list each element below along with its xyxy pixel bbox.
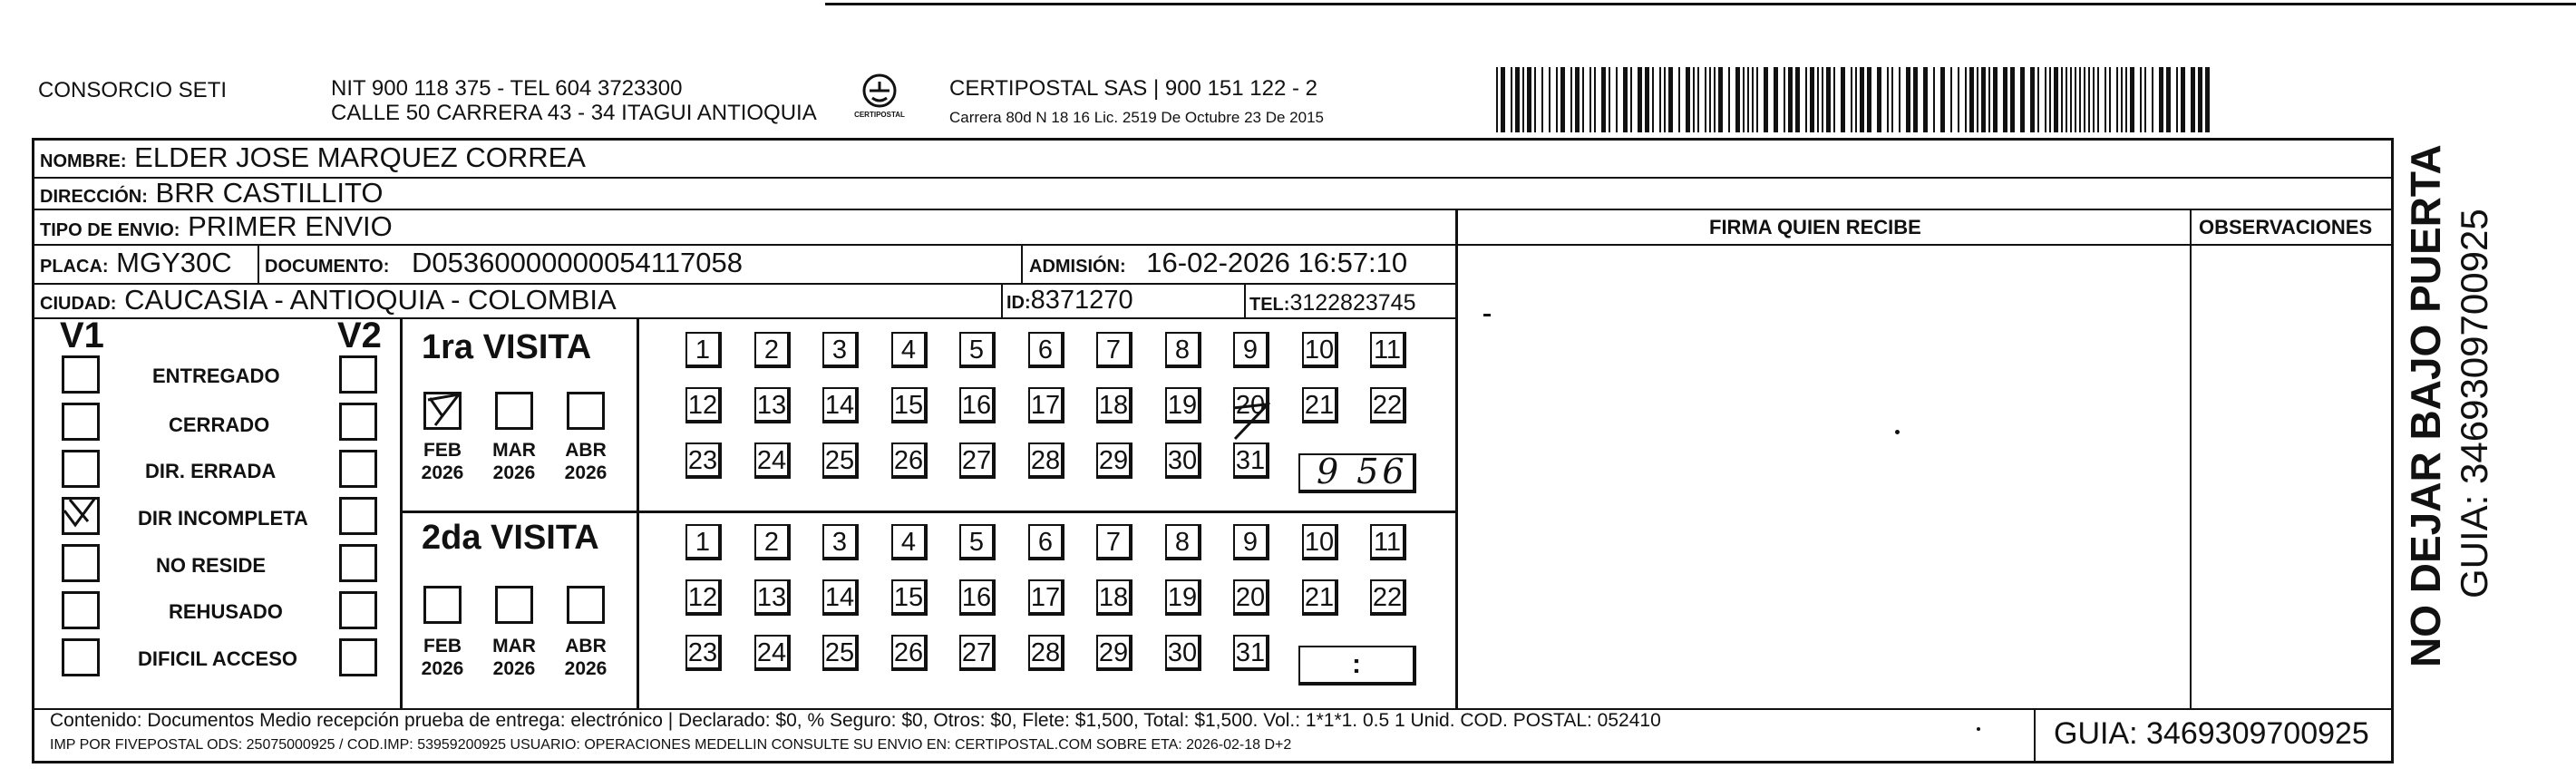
first-visit-day-22[interactable]: 22 [1370, 387, 1406, 423]
second-visit-day-13[interactable]: 13 [754, 579, 791, 616]
second-visit-month-abr-box[interactable] [567, 586, 605, 624]
col-line-firma [1455, 209, 1458, 708]
first-visit-day-29[interactable]: 29 [1096, 442, 1132, 479]
first-visit-day-7[interactable]: 7 [1096, 332, 1132, 368]
first-visit-day-2[interactable]: 2 [754, 332, 791, 368]
placa-value: MGY30C [116, 247, 232, 278]
second-visit-day-18[interactable]: 18 [1096, 579, 1132, 616]
first-visit-month-feb [415, 439, 470, 484]
tel-label: TEL: [1249, 295, 1290, 315]
col-line-admision [1021, 244, 1023, 283]
first-visit-day-5[interactable]: 5 [959, 332, 996, 368]
second-visit-day-30[interactable]: 30 [1165, 635, 1201, 671]
side-guia: GUIA: 3469309700925 [2453, 209, 2495, 598]
second-visit-day-4[interactable]: 4 [891, 524, 928, 560]
footer-content-line: Contenido: Documentos Medio recepción prueba de entrega: electrónico | Declarado: $0, % Seguro: $0, Otros: $0, Flete: $1,500, Total: $1,500. Vol.: 1*1*1. 0.5 1 Unid. COD. POSTAL: 052410 [50, 710, 1661, 731]
check-mark-icon [61, 494, 97, 530]
placa-label: PLACA: [40, 257, 109, 277]
month-name: MAR [492, 636, 536, 656]
documento-label: DOCUMENTO: [265, 257, 390, 277]
documento-value: D05360000000054117058 [412, 247, 743, 278]
month-name: FEB [423, 440, 462, 461]
first-visit-day-19[interactable]: 19 [1165, 387, 1201, 423]
first-visit-day-9[interactable]: 9 [1233, 332, 1269, 368]
first-visit-month-abr-box[interactable] [567, 392, 605, 430]
second-visit-day-26[interactable]: 26 [891, 635, 928, 671]
second-visit-day-8[interactable]: 8 [1165, 524, 1201, 560]
second-visit-day-9[interactable]: 9 [1233, 524, 1269, 560]
v1-checkbox-dir-errada[interactable] [62, 450, 100, 488]
second-visit-day-10[interactable]: 10 [1302, 524, 1338, 560]
admision-value: 16-02-2026 16:57:10 [1146, 247, 1408, 278]
first-visit-day-21[interactable]: 21 [1302, 387, 1338, 423]
barcode-icon [1496, 67, 2217, 132]
second-visit-month-feb [415, 635, 470, 680]
second-visit-month-mar [487, 635, 541, 680]
tel-field [1249, 287, 1415, 320]
month-year: 2026 [564, 658, 608, 679]
col-line-obs [2190, 209, 2192, 708]
tipo-row [40, 211, 393, 246]
first-visit-day-1[interactable]: 1 [685, 332, 722, 368]
col-line-placa [258, 244, 259, 283]
documento-field [265, 248, 743, 282]
top-border [825, 3, 2576, 5]
second-visit-day-22[interactable]: 22 [1370, 579, 1406, 616]
second-visit-day-12[interactable]: 12 [685, 579, 722, 616]
visit-divider [402, 511, 1455, 513]
v1-checkbox-no-reside[interactable] [62, 544, 100, 582]
v2-checkbox-dir-incompleta[interactable] [339, 497, 377, 535]
first-visit-day-25[interactable]: 25 [822, 442, 859, 479]
observaciones-label: OBSERVACIONES [2199, 216, 2373, 238]
first-visit-day-30[interactable]: 30 [1165, 442, 1201, 479]
second-visit-time-box[interactable] [1298, 646, 1416, 686]
reason-rehusado: REHUSADO [169, 600, 283, 623]
first-visit-day-23[interactable]: 23 [685, 442, 722, 479]
first-visit-day-8[interactable]: 8 [1165, 332, 1201, 368]
day-20-mark-icon [1230, 399, 1275, 444]
tipo-label: TIPO DE ENVIO: [40, 220, 180, 240]
second-visit-title: 2da VISITA [422, 519, 599, 557]
month-name: MAR [492, 440, 536, 461]
month-year: 2026 [421, 658, 464, 679]
first-visit-day-18[interactable]: 18 [1096, 387, 1132, 423]
nombre-row [40, 142, 586, 177]
reason-dificil-acceso: DIFICIL ACCESO [138, 647, 298, 670]
second-visit-day-29[interactable]: 29 [1096, 635, 1132, 671]
first-visit-day-24[interactable]: 24 [754, 442, 791, 479]
first-visit-day-16[interactable]: 16 [959, 387, 996, 423]
second-visit-month-mar-box[interactable] [495, 586, 533, 624]
ciudad-label: CIUDAD: [40, 294, 117, 314]
row-line-1 [34, 177, 2392, 179]
v1-label: V1 [60, 316, 104, 355]
v2-checkbox-dificil-acceso[interactable] [339, 638, 377, 676]
first-visit-title: 1ra VISITA [422, 328, 592, 366]
second-visit-time: : [1352, 649, 1361, 679]
first-visit-day-31[interactable]: 31 [1233, 442, 1269, 479]
admision-label: ADMISIÓN: [1029, 257, 1126, 277]
first-visit-day-26[interactable]: 26 [891, 442, 928, 479]
certipostal-line: CERTIPOSTAL SAS | 900 151 122 - 2 [949, 76, 1317, 101]
first-visit-day-11[interactable]: 11 [1370, 332, 1406, 368]
check-mark-icon [423, 389, 462, 429]
nombre-label: NOMBRE: [40, 151, 127, 171]
first-visit-day-13[interactable]: 13 [754, 387, 791, 423]
second-visit-day-20[interactable]: 20 [1233, 579, 1269, 616]
footer-guia: GUIA: 3469309700925 [2054, 716, 2369, 751]
tipo-value: PRIMER ENVIO [188, 210, 393, 242]
barcode [1496, 67, 2217, 132]
month-year: 2026 [492, 658, 536, 679]
first-visit-day-28[interactable]: 28 [1028, 442, 1064, 479]
nombre-value: ELDER JOSE MARQUEZ CORREA [134, 141, 586, 173]
nit-line: NIT 900 118 375 - TEL 604 3723300 [331, 76, 683, 101]
id-value: 8371270 [1030, 286, 1133, 315]
first-visit-time-box[interactable] [1298, 453, 1416, 493]
v1-checkbox-dificil-acceso[interactable] [62, 638, 100, 676]
v1-checkbox-entregado[interactable] [62, 355, 100, 394]
month-year: 2026 [492, 462, 536, 483]
v2-checkbox-cerrado[interactable] [339, 403, 377, 441]
first-visit-day-3[interactable]: 3 [822, 332, 859, 368]
second-visit-day-7[interactable]: 7 [1096, 524, 1132, 560]
month-name: ABR [565, 636, 607, 656]
first-visit-day-10[interactable]: 10 [1302, 332, 1338, 368]
v1-checkbox-dir-incompleta[interactable] [62, 497, 100, 535]
first-visit-month-feb-box[interactable] [423, 392, 462, 430]
month-name: ABR [565, 440, 607, 461]
footer-guia-line [2034, 708, 2036, 762]
ciudad-value: CAUCASIA - ANTIOQUIA - COLOMBIA [124, 284, 617, 316]
certipostal-address: Carrera 80d N 18 16 Lic. 2519 De Octubre 23 De 2015 [949, 109, 1324, 126]
direccion-value: BRR CASTILLITO [155, 177, 384, 209]
second-visit-day-15[interactable]: 15 [891, 579, 928, 616]
direccion-row [40, 178, 383, 212]
speck [1977, 727, 1980, 731]
id-label: ID: [1006, 293, 1031, 313]
second-visit-day-25[interactable]: 25 [822, 635, 859, 671]
v2-checkbox-rehusado[interactable] [339, 591, 377, 629]
id-field [1006, 285, 1133, 318]
first-visit-month-mar-box[interactable] [495, 392, 533, 430]
second-visit-month-feb-box[interactable] [423, 586, 462, 624]
reason-entregado: ENTREGADO [152, 365, 280, 387]
reason-dir-errada: DIR. ERRADA [145, 460, 277, 482]
second-visit-day-23[interactable]: 23 [685, 635, 722, 671]
first-visit-day-15[interactable]: 15 [891, 387, 928, 423]
second-visit-day-31[interactable]: 31 [1233, 635, 1269, 671]
second-visit-day-28[interactable]: 28 [1028, 635, 1064, 671]
admision-field [1029, 248, 1407, 282]
ciudad-field [40, 285, 617, 319]
firma-label: FIRMA QUIEN RECIBE [1709, 216, 1921, 238]
month-name: FEB [423, 636, 462, 656]
company-name: CONSORCIO SETI [38, 78, 228, 102]
reason-no-reside: NO RESIDE [156, 554, 267, 577]
second-visit-day-19[interactable]: 19 [1165, 579, 1201, 616]
footer-imp-line: IMP POR FIVEPOSTAL ODS: 25075000925 / COD.IMP: 53959200925 USUARIO: OPERACIONES MEDELLIN CONSULTE SU ENVIO EN: CERTIPOSTAL.COM SOBRE ETA: 2026-02-18 D+2 [50, 737, 1292, 753]
reason-dir-incompleta: DIR INCOMPLETA [138, 507, 308, 530]
no-dejar-bajo-puerta: NO DEJAR BAJO PUERTA [2402, 144, 2449, 667]
first-visit-day-4[interactable]: 4 [891, 332, 928, 368]
second-visit-day-24[interactable]: 24 [754, 635, 791, 671]
month-year: 2026 [421, 462, 464, 483]
placa-field [40, 248, 232, 282]
address-line: CALLE 50 CARRERA 43 - 34 ITAGUI ANTIOQUIA [331, 101, 817, 125]
month-year: 2026 [564, 462, 608, 483]
certipostal-logo [852, 71, 907, 125]
first-visit-day-20[interactable]: 20 [1233, 387, 1269, 423]
first-visit-day-6[interactable]: 6 [1028, 332, 1064, 368]
v2-checkbox-dir-errada[interactable] [339, 450, 377, 488]
second-visit-day-14[interactable]: 14 [822, 579, 859, 616]
col-line-id [1001, 283, 1003, 317]
v1-checkbox-cerrado[interactable] [62, 403, 100, 441]
tel-value: 3122823745 [1289, 290, 1416, 316]
second-visit-day-21[interactable]: 21 [1302, 579, 1338, 616]
v2-checkbox-no-reside[interactable] [339, 544, 377, 582]
speck [1895, 430, 1900, 434]
second-visit-day-16[interactable]: 16 [959, 579, 996, 616]
v1-checkbox-rehusado[interactable] [62, 591, 100, 629]
second-visit-day-1[interactable]: 1 [685, 524, 722, 560]
second-visit-day-17[interactable]: 17 [1028, 579, 1064, 616]
second-visit-day-11[interactable]: 11 [1370, 524, 1406, 560]
logo-caption: CERTIPOSTAL [854, 111, 905, 119]
first-visit-day-27[interactable]: 27 [959, 442, 996, 479]
second-visit-day-5[interactable]: 5 [959, 524, 996, 560]
first-visit-day-14[interactable]: 14 [822, 387, 859, 423]
second-visit-day-27[interactable]: 27 [959, 635, 996, 671]
speck [1483, 314, 1491, 316]
second-visit-day-3[interactable]: 3 [822, 524, 859, 560]
v2-checkbox-entregado[interactable] [339, 355, 377, 394]
first-visit-day-17[interactable]: 17 [1028, 387, 1064, 423]
col-line-tel [1244, 283, 1246, 317]
reason-cerrado: CERRADO [169, 413, 270, 436]
first-visit-month-mar [487, 439, 541, 484]
first-visit-month-abr [559, 439, 613, 484]
first-visit-time-written: 9 56 [1317, 452, 1408, 491]
direccion-label: DIRECCIÓN: [40, 187, 148, 207]
second-visit-day-2[interactable]: 2 [754, 524, 791, 560]
second-visit-month-abr [559, 635, 613, 680]
second-visit-day-6[interactable]: 6 [1028, 524, 1064, 560]
v2-label: V2 [337, 316, 382, 355]
first-visit-day-12[interactable]: 12 [685, 387, 722, 423]
